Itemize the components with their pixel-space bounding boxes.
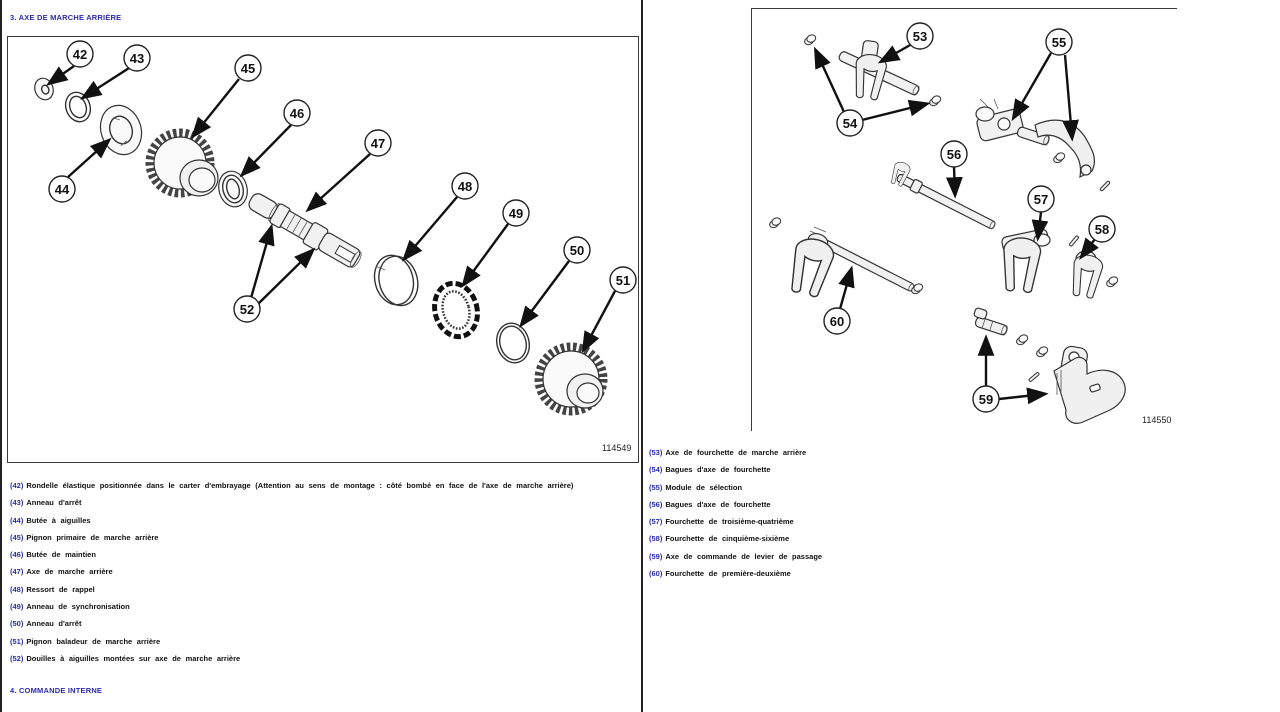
callout-57 <box>1028 186 1054 212</box>
exploded-diagram-frame-left <box>7 36 639 463</box>
part-ref: (46) <box>10 550 24 560</box>
part-ref: (47) <box>10 567 24 577</box>
part-ref: (51) <box>10 636 24 646</box>
callout-44 <box>49 176 75 202</box>
part-label: Module de sélection <box>665 482 743 492</box>
part-label: Bagues d'axe de fourchette <box>665 465 771 475</box>
pin-58 <box>1069 235 1079 246</box>
svg-text:55: 55 <box>1051 35 1067 50</box>
part-item-43 <box>10 494 635 511</box>
svg-text:44: 44 <box>54 182 70 197</box>
part-ref: (56) <box>649 499 663 509</box>
part-item-54 <box>649 461 1269 478</box>
part-label: Anneau d'arrêt <box>26 498 82 508</box>
svg-text:45: 45 <box>240 61 256 76</box>
svg-text:47: 47 <box>370 136 386 151</box>
part-shape-synchro-ring-49 <box>429 278 484 341</box>
part-ref: (52) <box>10 653 24 663</box>
bushing-60-a <box>768 217 782 229</box>
callout-56 <box>941 141 967 167</box>
part-item-60 <box>649 565 1269 582</box>
part-item-52 <box>10 650 635 667</box>
callout-47 <box>365 130 391 156</box>
part-ref: (60) <box>649 569 663 579</box>
part-shape-return-spring-48 <box>369 250 423 311</box>
fork-60-shape <box>786 235 837 299</box>
callout-46 <box>284 100 310 126</box>
part-item-44 <box>10 512 635 529</box>
callout-52 <box>234 296 260 322</box>
part-shape-fork-57 <box>1000 228 1050 293</box>
figure-number-left: 114549 <box>602 443 632 453</box>
part-ref: (54) <box>649 465 663 475</box>
part-label: Bagues d'axe de fourchette <box>665 499 771 509</box>
part-shape-needle-washer-44 <box>94 100 147 160</box>
part-item-48 <box>10 581 635 598</box>
callout-60 <box>824 308 850 334</box>
exploded-diagram-right <box>752 9 1177 430</box>
part-ref: (48) <box>10 584 24 594</box>
svg-text:48: 48 <box>457 179 473 194</box>
svg-text:52: 52 <box>239 302 255 317</box>
part-label: Ressort de rappel <box>26 584 95 594</box>
part-shape-retainer-ring-46 <box>215 168 251 210</box>
callout-53 <box>907 23 933 49</box>
part-item-57 <box>649 513 1269 530</box>
part-item-49 <box>10 598 635 615</box>
pin-55 <box>1100 181 1111 192</box>
part-ref: (58) <box>649 534 663 544</box>
part-item-55 <box>649 479 1269 496</box>
part-ref: (42) <box>10 481 24 490</box>
fork-58-shape <box>1069 253 1105 299</box>
callout-45 <box>235 55 261 81</box>
part-item-46 <box>10 546 635 563</box>
part-item-51 <box>10 633 635 650</box>
part-ref: (44) <box>10 515 24 525</box>
callout-58 <box>1089 216 1115 242</box>
svg-text:60: 60 <box>829 314 845 329</box>
part-shape-sliding-gear-51 <box>539 347 603 411</box>
part-item-58 <box>649 530 1269 547</box>
callout-arrows-left <box>50 66 615 349</box>
part-label: Fourchette de première-deuxième <box>665 569 791 579</box>
svg-text:56: 56 <box>946 147 962 162</box>
callout-54 <box>837 110 863 136</box>
part-ref: (55) <box>649 482 663 492</box>
part-label: Axe de fourchette de marche arrière <box>665 448 807 457</box>
parts-list-left <box>10 477 635 667</box>
bushing-54-a <box>803 34 817 46</box>
bushing-58 <box>1105 276 1119 288</box>
callout-42 <box>67 41 93 67</box>
svg-text:53: 53 <box>912 29 928 44</box>
bushing-59-a <box>1015 334 1029 346</box>
part-label: Fourchette de troisième-quatrième <box>665 517 794 527</box>
part-label: Pignon primaire de marche arrière <box>26 532 159 542</box>
part-shape-primary-gear-45 <box>150 133 218 196</box>
part-item-53 <box>649 444 1269 461</box>
parts-list-right <box>649 444 1269 582</box>
part-shape-fork-58 <box>1069 235 1120 299</box>
part-label: Pignon baladeur de marche arrière <box>26 636 161 646</box>
part-ref: (59) <box>649 551 663 561</box>
bushing-54-b <box>928 95 942 107</box>
svg-text:50: 50 <box>569 243 585 258</box>
page-left-edge-line <box>0 0 2 712</box>
part-shape-selection-module-55 <box>976 99 1111 191</box>
part-label: Anneau d'arrêt <box>26 619 82 629</box>
part-label: Axe de commande de levier de passage <box>665 551 823 561</box>
exploded-diagram-left <box>8 37 638 461</box>
part-shape-stop-ring-50 <box>492 320 533 367</box>
part-ref: (50) <box>10 619 24 629</box>
callout-43 <box>124 45 150 71</box>
svg-text:58: 58 <box>1094 222 1110 237</box>
part-ref: (57) <box>649 517 663 527</box>
part-ref: (49) <box>10 602 24 612</box>
callout-50 <box>564 237 590 263</box>
part-label: Fourchette de cinquième-sixième <box>665 534 790 544</box>
part-ref: (53) <box>649 448 663 457</box>
callout-59 <box>973 386 999 412</box>
part-label: Douilles à aiguilles montées sur axe de marche arrière <box>26 653 241 663</box>
part-label: Axe de marche arrière <box>26 567 113 577</box>
figure-number-right: 114550 <box>1142 415 1172 425</box>
part-label: Butée à aiguilles <box>26 515 91 525</box>
part-shape-passage-lever-59 <box>1054 345 1125 423</box>
part-item-56 <box>649 496 1269 513</box>
section-title-left: 3. AXE DE MARCHE ARRIÈRE <box>10 13 122 22</box>
part-ref: (43) <box>10 498 24 508</box>
part-item-42 <box>10 477 635 494</box>
callout-49 <box>503 200 529 226</box>
callout-51 <box>610 267 636 293</box>
part-label: Butée de maintien <box>26 550 96 560</box>
svg-text:51: 51 <box>615 273 631 288</box>
part-shape-fork-shaft-56 <box>889 160 997 231</box>
section-title-next: 4. COMMANDE INTERNE <box>10 686 103 695</box>
page-divider-line <box>641 0 643 712</box>
exploded-diagram-frame-right <box>751 8 1177 431</box>
part-shape-fork-shaft-53 <box>838 40 921 101</box>
callout-55 <box>1046 29 1072 55</box>
svg-text:54: 54 <box>842 116 858 131</box>
bushing-59-b <box>1035 346 1049 358</box>
svg-text:46: 46 <box>289 106 305 121</box>
part-label: Rondelle élastique positionnée dans le carter d'embrayage (Attention au sens de montage : côté bombé en face de l'axe de marche arrière) <box>26 481 574 490</box>
fork-57-shape <box>1000 237 1041 294</box>
part-shape-elastic-washer-42 <box>32 76 56 103</box>
bushing-55 <box>1052 152 1066 164</box>
svg-text:59: 59 <box>978 392 994 407</box>
part-item-47 <box>10 563 635 580</box>
svg-text:42: 42 <box>72 47 88 62</box>
callout-48 <box>452 173 478 199</box>
part-ref: (45) <box>10 532 24 542</box>
svg-text:57: 57 <box>1033 192 1049 207</box>
part-item-45 <box>10 529 635 546</box>
part-item-50 <box>10 615 635 632</box>
part-label: Anneau de synchronisation <box>26 602 130 612</box>
pin-59 <box>1028 372 1039 382</box>
part-item-59 <box>649 548 1269 565</box>
svg-text:43: 43 <box>129 51 145 66</box>
svg-text:49: 49 <box>508 206 524 221</box>
